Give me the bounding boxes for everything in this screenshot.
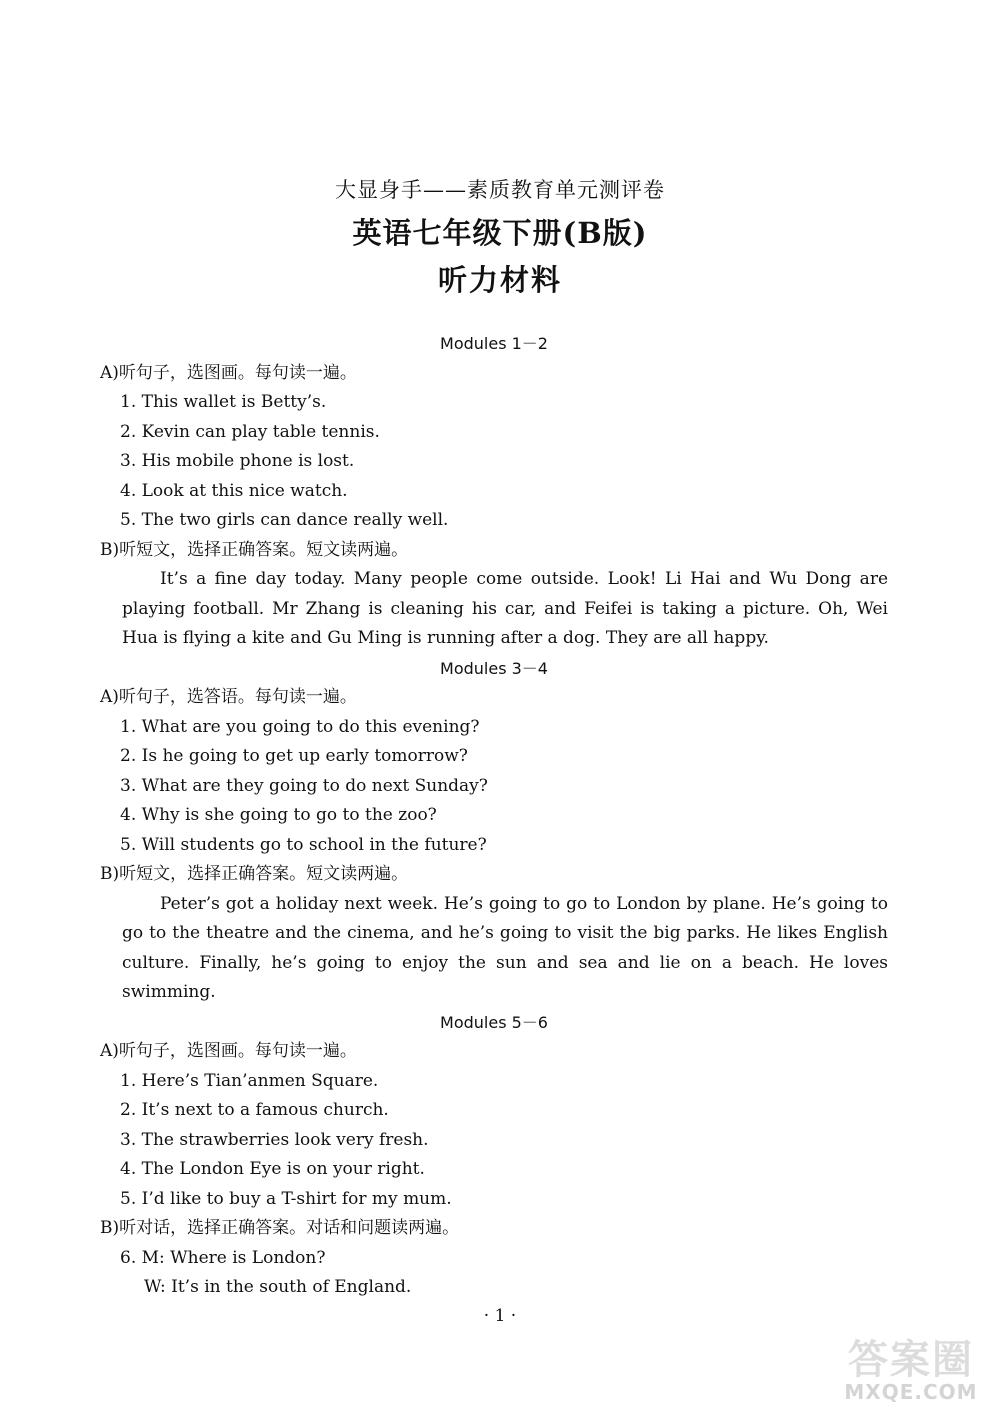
page-number: · 1 ·	[483, 1306, 517, 1326]
list-item: 1. Here’s Tian’anmen Square.	[120, 1070, 379, 1091]
dialogue-line: 6. M: Where is London?	[120, 1247, 326, 1268]
series-title: 大显身手——素质教育单元测评卷	[335, 178, 665, 202]
list-item: 1. What are you going to do this evening?	[120, 716, 480, 737]
section-heading: Modules 1－2	[440, 334, 548, 353]
part-a-instruction: A)听句子，选图画。每句读一遍。	[100, 1041, 357, 1061]
list-item: 3. His mobile phone is lost.	[120, 451, 355, 471]
section-modules-3-4	[100, 654, 888, 1008]
list-item: 3. The strawberries look very fresh.	[120, 1129, 429, 1150]
list-item: 4. Look at this nice watch.	[120, 480, 348, 501]
dialogue-line: W: It’s in the south of England.	[144, 1277, 412, 1297]
section-heading: Modules 5－6	[440, 1012, 548, 1032]
list-item: 1. This wallet is Betty’s.	[120, 392, 327, 412]
watermark-url: MXQE.COM	[844, 1380, 978, 1404]
part-b-instruction: B)听短文，选择正确答案。短文读两遍。	[100, 539, 409, 560]
part-b-instruction: B)听对话，选择正确答案。对话和问题读两遍。	[100, 1218, 460, 1238]
list-item: 3. What are they going to do next Sunday?	[120, 775, 488, 796]
material-title: 听力材料	[437, 263, 562, 297]
book-title: 英语七年级下册(B版)	[352, 216, 648, 250]
list-item: 2. It’s next to a famous church.	[120, 1100, 389, 1120]
watermark-logo	[826, 1328, 996, 1408]
passage: It’s a fine day today. Many people come outside. Look! Li Hai and Wu Dong are playing football. Mr Zhang is cleaning his car, and Feifei is taking a picture. Oh, Wei Hua is flying a kite and Gu Ming is running after a dog. They are all happy.	[122, 569, 888, 648]
list-item: 4. The London Eye is on your right.	[120, 1159, 425, 1179]
part-b-instruction: B)听短文，选择正确答案。短文读两遍。	[100, 864, 409, 884]
list-item: 2. Is he going to get up early tomorrow?	[120, 746, 468, 766]
section-modules-5-6	[100, 1008, 888, 1303]
list-item: 5. The two girls can dance really well.	[120, 510, 449, 530]
passage: Peter’s got a holiday next week. He’s going to go to London by plane. He’s going to go to the theatre and the cinema, and he’s going to visit the big parks. He likes English culture. Finally, he’s going to enjoy the sun and sea and lie on a beach. He loves swimming.	[122, 893, 888, 1002]
list-item: 5. Will students go to school in the future?	[120, 834, 487, 855]
section-modules-1-2	[100, 329, 888, 654]
list-item: 2. Kevin can play table tennis.	[120, 421, 380, 442]
watermark-main-text: 答案圈	[848, 1337, 974, 1383]
listening-content	[100, 329, 888, 1303]
list-item: 4. Why is she going to go to the zoo?	[120, 805, 437, 825]
part-a-instruction: A)听句子，选答语。每句读一遍。	[100, 687, 357, 707]
part-a-instruction: A)听句子，选图画。每句读一遍。	[100, 362, 357, 383]
list-item: 5. I’d like to buy a T-shirt for my mum.	[120, 1188, 452, 1209]
section-heading: Modules 3－4	[440, 658, 548, 678]
